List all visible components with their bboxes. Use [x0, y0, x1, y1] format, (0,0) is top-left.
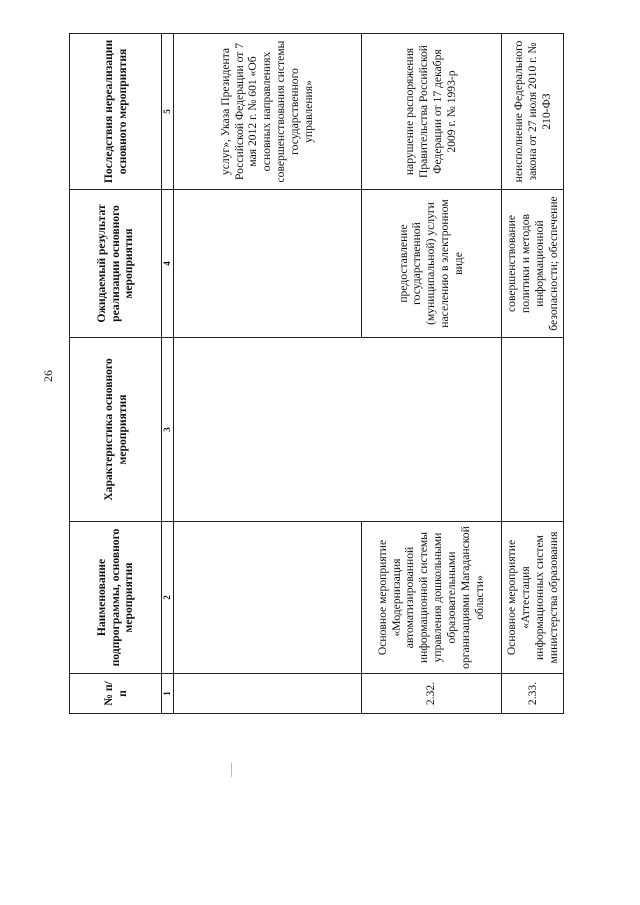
- activity-name: [173, 522, 361, 674]
- header-characteristic: Характеристика основного мероприятия: [70, 338, 162, 522]
- column-number: 3: [162, 338, 174, 522]
- table-row: [501, 34, 564, 714]
- table-header-row: [70, 34, 162, 714]
- header-row-number: № п/п: [70, 674, 162, 714]
- rotated-table-container: [69, 34, 560, 714]
- activity-characteristic: [501, 338, 564, 522]
- activity-name: Основное мероприятие «Модернизация автоматизированной информационной системы управления дошкольными образовательными организациями Магаданской области»: [361, 522, 501, 674]
- row-number: 2.33.: [501, 674, 564, 714]
- page-number: 26: [40, 370, 55, 382]
- column-number: 1: [162, 674, 174, 714]
- activity-characteristic: [173, 338, 501, 522]
- expected-result: предоставление государственной (муниципальной) услуги населению в электронном виде: [361, 190, 501, 338]
- column-number: 2: [162, 522, 174, 674]
- row-number: [173, 674, 361, 714]
- column-number: 4: [162, 190, 174, 338]
- consequences: неисполнение Федерального закона от 27 июля 2010 г. № 210-ФЗ: [501, 34, 564, 190]
- consequences: услуг», Указа Президента Российской Федерации от 7 мая 2012 г. № 601 «Об основных направлениях совершенствования системы государственного управления»: [173, 34, 361, 190]
- expected-result: [173, 190, 361, 338]
- activities-table: [69, 33, 564, 714]
- activity-name: Основное мероприятие «Аттестация информационных систем министерства образования: [501, 522, 564, 674]
- header-consequences: Последствия нереализации основного мероприятия: [70, 34, 162, 190]
- expected-result: совершенствование политики и методов информационной безопасности; обеспечение: [501, 190, 564, 338]
- row-number: 2.32.: [361, 674, 501, 714]
- header-expected-result: Ожидаемый результат реализации основного мероприятия: [70, 190, 162, 338]
- table-row: [173, 34, 361, 714]
- header-activity-name: Наименование подпрограммы, основного мероприятия: [70, 522, 162, 674]
- consequences: нарушение распоряжения Правительства Российской Федерации от 17 декабря 2009 г. № 1993-р: [361, 34, 501, 190]
- column-number: 5: [162, 34, 174, 190]
- scan-mark: [231, 763, 232, 777]
- column-number-row: [162, 34, 174, 714]
